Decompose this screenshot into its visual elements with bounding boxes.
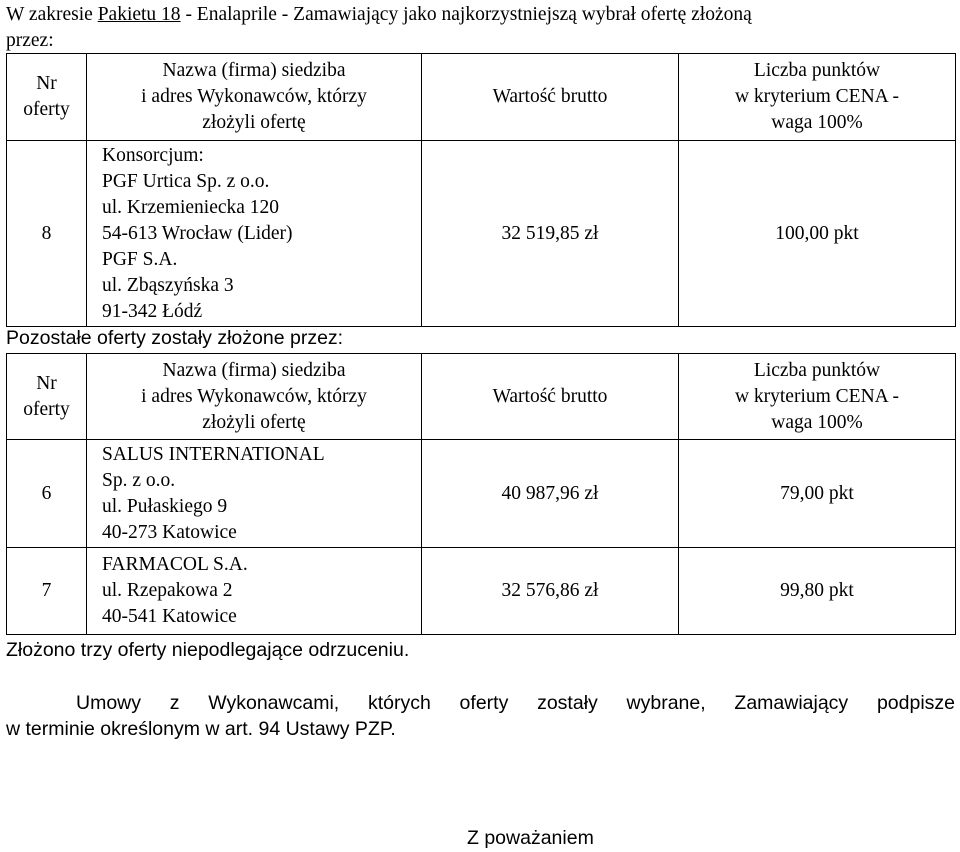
table-row	[7, 440, 956, 548]
offer-value: 40 987,96 zł	[422, 440, 679, 548]
intro-line-1	[6, 2, 956, 28]
header-nazwa-line: złożyli ofertę	[202, 112, 306, 133]
header-punkty-line: w kryterium CENA -	[734, 86, 900, 107]
agreement-line-2: w terminie określonym w art. 94 Ustawy PZP.	[6, 718, 396, 740]
winner-nr: 8	[7, 141, 87, 327]
others-table	[6, 353, 956, 635]
address-line: Sp. z o.o.	[102, 469, 176, 491]
address-line: PGF Urtica Sp. z o.o.	[102, 170, 270, 192]
offer-points: 99,80 pkt	[679, 548, 956, 635]
address-line: 54-613 Wrocław (Lider)	[102, 222, 293, 244]
header-punkty-line: Liczba punktów	[753, 359, 881, 381]
intro-prefix: W zakresie	[6, 4, 98, 25]
winner-address	[87, 141, 422, 327]
address-line: 91-342 Łódź	[102, 300, 203, 322]
header-wartosc	[422, 354, 679, 440]
header-nazwa-line: złożyli ofertę	[202, 411, 306, 433]
address-line: 40-273 Katowice	[102, 521, 237, 543]
address-line: 40-541 Katowice	[102, 606, 237, 627]
header-wartosc-text: Wartość brutto	[492, 86, 608, 107]
header-wartosc-text: Wartość brutto	[492, 385, 608, 407]
winner-header-row	[7, 54, 956, 141]
intro-line-2: przez:	[6, 30, 54, 51]
header-nr-line: oferty	[23, 99, 70, 120]
summary-text: Złożono trzy oferty niepodlegające odrzuceniu.	[6, 639, 410, 661]
agreement-line-1	[6, 690, 955, 716]
intro-paragraph	[6, 2, 956, 54]
header-nazwa-line: Nazwa (firma) siedziba	[162, 60, 346, 81]
header-nazwa-line: Nazwa (firma) siedziba	[162, 359, 346, 381]
agreement-line-1-text: Umowy z Wykonawcami, których oferty zostały wybrane, Zamawiający podpisze	[76, 692, 955, 714]
offer-points: 79,00 pkt	[679, 440, 956, 548]
header-punkty-line: waga 100%	[771, 411, 863, 433]
header-punkty-line: waga 100%	[771, 112, 863, 133]
intro-suffix: - Enalaprile - Zamawiający jako najkorzystniejszą wybrał ofertę złożoną	[180, 4, 752, 25]
address-line: SALUS INTERNATIONAL	[102, 443, 325, 465]
winner-points: 100,00 pkt	[679, 141, 956, 327]
header-punkty-line: Liczba punktów	[753, 60, 881, 81]
address-line: PGF S.A.	[102, 248, 178, 270]
header-nr-line: oferty	[23, 398, 70, 420]
header-nazwa	[87, 354, 422, 440]
address-line: ul. Pułaskiego 9	[102, 495, 228, 517]
table-row	[7, 548, 956, 635]
winner-table	[6, 53, 956, 327]
header-wartosc	[422, 54, 679, 141]
offer-nr: 6	[7, 440, 87, 548]
address-line: ul. Krzemieniecka 120	[102, 196, 280, 218]
header-nr	[7, 354, 87, 440]
header-nazwa	[87, 54, 422, 141]
others-heading: Pozostałe oferty zostały złożone przez:	[6, 327, 344, 349]
winner-value: 32 519,85 zł	[422, 141, 679, 327]
header-nr	[7, 54, 87, 141]
header-nazwa-line: i adres Wykonawców, którzy	[141, 86, 367, 107]
address-line: FARMACOL S.A.	[102, 554, 248, 575]
others-header-row	[7, 354, 956, 440]
address-line: Konsorcjum:	[102, 144, 204, 166]
offer-address	[87, 548, 422, 635]
address-line: ul. Zbąszyńska 3	[102, 274, 234, 296]
header-punkty-line: w kryterium CENA -	[734, 385, 900, 407]
table-row	[7, 141, 956, 327]
header-nr-line: Nr	[36, 372, 57, 394]
offer-address	[87, 440, 422, 548]
address-line: ul. Rzepakowa 2	[102, 580, 233, 601]
offer-nr: 7	[7, 548, 87, 635]
closing-text: Z poważaniem	[467, 827, 594, 849]
header-punkty	[679, 54, 956, 141]
pakiet-link: Pakietu 18	[97, 4, 181, 25]
offer-value: 32 576,86 zł	[422, 548, 679, 635]
header-punkty	[679, 354, 956, 440]
header-nr-line: Nr	[36, 73, 57, 94]
header-nazwa-line: i adres Wykonawców, którzy	[141, 385, 367, 407]
